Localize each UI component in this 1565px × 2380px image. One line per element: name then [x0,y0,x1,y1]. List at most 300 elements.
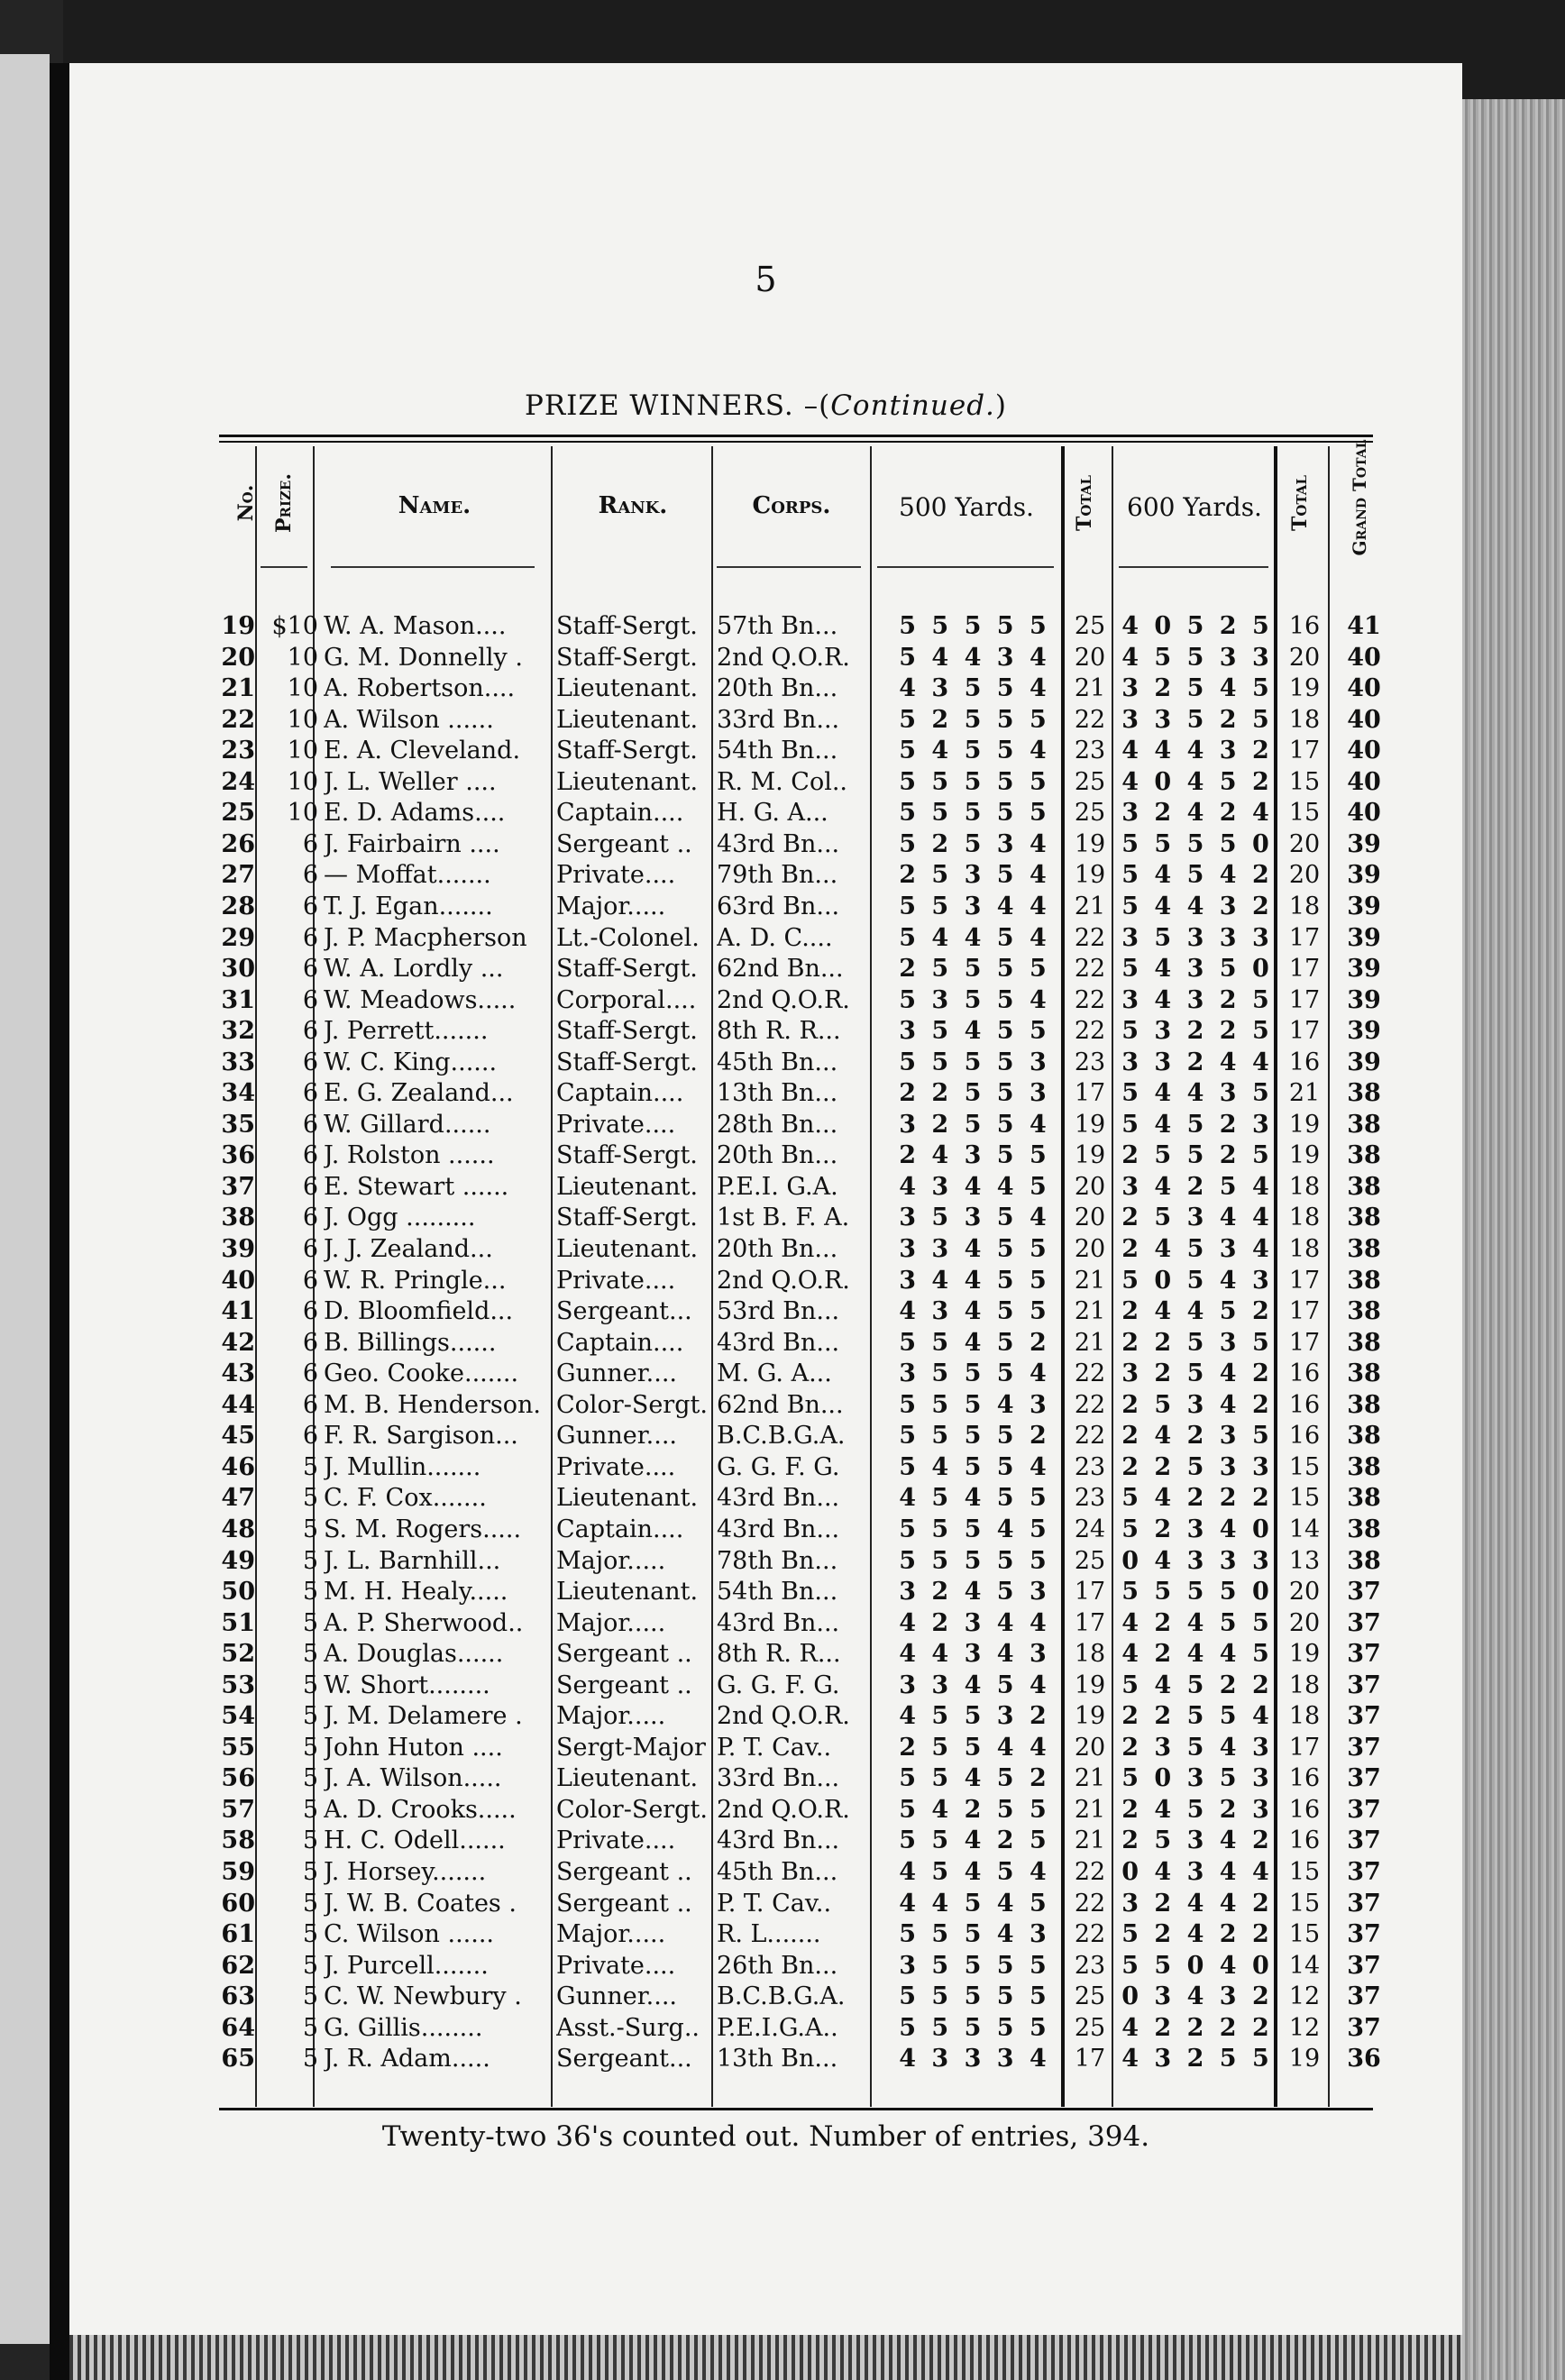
row-number: 62 [221,1951,255,1980]
row-number: 28 [221,892,255,920]
row-scores-500: 2 5 5 4 4 [899,1733,1050,1762]
row-prize: 6 [302,1266,318,1295]
table-row [69,1733,1462,1763]
row-prize: 6 [302,955,318,984]
row-corps: 26th Bn... [717,1951,838,1980]
row-rank: Private.... [556,1110,676,1139]
row-total-600: 18 [1288,892,1321,920]
row-name: E. Stewart ...... [324,1172,509,1201]
row-corps: 62nd Bn... [717,955,844,984]
row-scores-500: 3 5 3 5 4 [899,1204,1050,1232]
row-scores-600: 2 2 5 3 3 [1121,1452,1273,1481]
row-corps: 28th Bn... [717,1110,838,1139]
row-name: W. Short........ [324,1671,490,1699]
row-corps: 43rd Bn... [717,1515,840,1543]
row-scores-600: 5 0 5 4 3 [1121,1266,1273,1295]
row-number: 45 [221,1422,255,1451]
header-underline-600 [1119,566,1268,568]
row-name: J. Rolston ...... [324,1141,495,1170]
row-prize: 6 [302,1079,318,1108]
row-grand-total: 40 [1347,643,1381,672]
row-total-500: 17 [1074,2045,1106,2073]
row-name: D. Bloomfield... [324,1297,514,1326]
table-row [69,1826,1462,1856]
row-grand-total: 39 [1347,861,1381,890]
row-number: 25 [221,799,255,828]
table-row [69,1546,1462,1577]
row-name: C. Wilson ...... [324,1920,494,1949]
row-total-600: 20 [1288,1578,1321,1606]
row-prize: 5 [302,1608,318,1637]
header-no: No. [234,484,258,522]
row-name: J. W. B. Coates . [324,1889,517,1918]
row-scores-500: 5 5 5 4 3 [899,1920,1050,1949]
row-number: 35 [221,1110,255,1139]
row-total-600: 18 [1288,1702,1321,1731]
header-corps: Corps. [752,492,831,519]
row-scores-500: 4 2 3 4 4 [899,1608,1050,1637]
row-grand-total: 37 [1347,1702,1381,1731]
header-underline-prize [261,566,307,568]
row-number: 36 [221,1141,255,1170]
row-total-500: 25 [1074,767,1106,796]
row-prize: 5 [302,1733,318,1762]
row-name: J. L. Weller .... [324,767,497,796]
row-total-600: 16 [1288,1826,1321,1855]
row-corps: R. M. Col.. [717,767,848,796]
table-row [69,1951,1462,1982]
row-number: 23 [221,737,255,765]
row-total-600: 16 [1288,1390,1321,1419]
row-scores-600: 3 2 5 4 2 [1121,1359,1273,1388]
row-scores-500: 4 3 5 5 4 [899,674,1050,703]
row-rank: Captain.... [556,1328,684,1357]
row-prize: 5 [302,1764,318,1793]
row-rank: Captain.... [556,799,684,828]
row-grand-total: 37 [1347,1889,1381,1918]
row-rank: Sergeant .. [556,829,692,858]
row-scores-600: 4 2 4 5 5 [1121,1608,1273,1637]
row-scores-500: 5 5 5 4 5 [899,1515,1050,1543]
row-grand-total: 39 [1347,1048,1381,1076]
row-scores-500: 4 4 3 4 3 [899,1640,1050,1669]
row-total-500: 25 [1074,1982,1106,2011]
row-total-600: 19 [1288,1110,1321,1139]
row-corps: 20th Bn... [717,674,838,703]
row-corps: 8th R. R... [717,1640,841,1669]
row-prize: 5 [302,1515,318,1543]
row-corps: 45th Bn... [717,1048,838,1076]
row-total-600: 16 [1288,1359,1321,1388]
row-prize: 6 [302,1110,318,1139]
row-total-600: 12 [1288,1982,1321,2011]
row-name: S. M. Rogers..... [324,1515,522,1543]
row-grand-total: 38 [1347,1359,1381,1388]
row-number: 53 [221,1671,255,1699]
row-scores-600: 4 2 2 2 2 [1121,2013,1273,2042]
table-row [69,892,1462,922]
row-corps: 78th Bn... [717,1546,838,1575]
row-grand-total: 40 [1347,799,1381,828]
row-grand-total: 37 [1347,1640,1381,1669]
row-rank: Lt.-Colonel. [556,923,700,952]
row-rank: Sergeant .. [556,1889,692,1918]
header-rule [219,435,1373,443]
header-grand-total: Grand Total [1349,439,1370,556]
row-rank: Major..... [556,1608,666,1637]
row-number: 51 [221,1608,255,1637]
row-scores-600: 3 3 2 4 4 [1121,1048,1273,1076]
row-total-500: 23 [1074,737,1106,765]
row-number: 61 [221,1920,255,1949]
row-total-500: 21 [1074,892,1106,920]
row-corps: 1st B. F. A. [717,1204,850,1232]
row-prize: 6 [302,1235,318,1263]
row-total-500: 21 [1074,1297,1106,1326]
row-scores-600: 2 5 3 4 2 [1121,1390,1273,1419]
row-grand-total: 37 [1347,1795,1381,1824]
row-corps: 33rd Bn... [717,705,840,734]
row-total-500: 21 [1074,1764,1106,1793]
header-underline-corps [717,566,861,568]
table-row [69,1671,1462,1701]
row-corps: 13th Bn... [717,2045,838,2073]
table-row [69,1140,1462,1171]
table-row [69,643,1462,673]
row-corps: 43rd Bn... [717,1484,840,1513]
row-scores-600: 5 2 3 4 0 [1121,1515,1273,1543]
row-grand-total: 38 [1347,1546,1381,1575]
row-total-600: 15 [1288,767,1321,796]
row-name: J. Purcell....... [324,1951,489,1980]
row-prize: 6 [302,1297,318,1326]
row-corps: P.E.I. G.A. [717,1172,838,1201]
row-scores-500: 4 5 4 5 5 [899,1484,1050,1513]
row-scores-600: 4 5 5 3 3 [1121,643,1273,672]
row-scores-500: 4 5 4 5 4 [899,1858,1050,1886]
row-total-600: 16 [1288,1764,1321,1793]
row-number: 21 [221,674,255,703]
row-scores-600: 5 2 4 2 2 [1121,1920,1273,1949]
row-total-600: 15 [1288,1889,1321,1918]
row-total-600: 19 [1288,674,1321,703]
row-total-500: 22 [1074,1017,1106,1046]
row-grand-total: 37 [1347,1920,1381,1949]
row-scores-500: 5 5 4 5 2 [899,1764,1050,1793]
row-scores-500: 4 4 5 4 5 [899,1889,1050,1918]
header-600-yards: 600 Yards. [1127,492,1262,522]
row-total-600: 19 [1288,1640,1321,1669]
row-corps: 20th Bn... [717,1235,838,1263]
row-prize: 5 [302,1578,318,1606]
row-name: W. Meadows..... [324,985,517,1014]
row-rank: Sergeant .. [556,1858,692,1886]
row-rank: Major..... [556,1702,666,1731]
row-name: Geo. Cooke....... [324,1359,519,1388]
header-rank: Rank. [598,492,668,519]
row-total-600: 20 [1288,1608,1321,1637]
row-name: J. J. Zealand... [324,1235,493,1263]
row-prize: 6 [302,1017,318,1046]
row-number: 39 [221,1235,255,1263]
row-scores-500: 2 2 5 5 3 [899,1079,1050,1108]
row-total-500: 22 [1074,1359,1106,1388]
row-scores-500: 5 4 5 5 4 [899,1452,1050,1481]
row-number: 38 [221,1204,255,1232]
scan-bottom-edge [69,2335,1462,2380]
document-page [69,63,1462,2380]
header-500-yards: 500 Yards. [899,492,1034,522]
row-scores-600: 2 5 3 4 4 [1121,1204,1273,1232]
table-row [69,798,1462,828]
row-name: E. A. Cleveland. [324,737,521,765]
row-grand-total: 38 [1347,1172,1381,1201]
row-rank: Gunner.... [556,1982,677,2011]
row-rank: Corporal.... [556,985,697,1014]
row-total-500: 25 [1074,2013,1106,2042]
table-row [69,1203,1462,1233]
row-rank: Staff-Sergt. [556,737,698,765]
row-total-500: 19 [1074,1702,1106,1731]
table-row [69,1577,1462,1607]
row-prize: $10 [271,612,318,640]
row-number: 48 [221,1515,255,1543]
row-number: 40 [221,1266,255,1295]
row-prize: 6 [302,1359,318,1388]
row-grand-total: 40 [1347,737,1381,765]
row-number: 20 [221,643,255,672]
row-scores-600: 4 2 4 4 5 [1121,1640,1273,1669]
row-total-500: 20 [1074,1235,1106,1263]
row-name: John Huton .... [324,1733,503,1762]
row-total-600: 17 [1288,985,1321,1014]
row-scores-600: 0 3 4 3 2 [1121,1982,1273,2011]
row-name: H. C. Odell...... [324,1826,506,1855]
row-grand-total: 38 [1347,1204,1381,1232]
row-grand-total: 37 [1347,1951,1381,1980]
row-name: M. H. Healy..... [324,1578,508,1606]
row-corps: 20th Bn... [717,1141,838,1170]
row-name: F. R. Sargison... [324,1422,518,1451]
row-scores-500: 4 5 5 3 2 [899,1702,1050,1731]
row-scores-500: 5 3 5 5 4 [899,985,1050,1014]
row-scores-500: 3 5 5 5 5 [899,1951,1050,1980]
row-scores-500: 4 3 4 4 5 [899,1172,1050,1201]
row-total-600: 18 [1288,705,1321,734]
row-corps: 43rd Bn... [717,829,840,858]
row-scores-500: 5 5 5 5 5 [899,2013,1050,2042]
row-total-600: 17 [1288,737,1321,765]
row-total-500: 19 [1074,1141,1106,1170]
row-corps: 43rd Bn... [717,1826,840,1855]
row-total-600: 20 [1288,861,1321,890]
row-rank: Color-Sergt. [556,1795,708,1824]
table-row [69,673,1462,704]
row-total-500: 22 [1074,923,1106,952]
row-rank: Color-Sergt. [556,1390,708,1419]
table-row [69,985,1462,1016]
row-rank: Staff-Sergt. [556,643,698,672]
row-corps: B.C.B.G.A. [717,1422,846,1451]
row-total-600: 17 [1288,923,1321,952]
row-rank: Major..... [556,892,666,920]
row-corps: B.C.B.G.A. [717,1982,846,2011]
row-corps: 62nd Bn... [717,1390,844,1419]
row-prize: 10 [287,799,318,828]
row-name: J. Fairbairn .... [324,829,500,858]
row-prize: 6 [302,829,318,858]
row-rank: Sergeant... [556,2045,692,2073]
title-main: PRIZE WINNERS. –( [524,389,831,422]
row-corps: 53rd Bn... [717,1297,840,1326]
row-rank: Sergeant .. [556,1640,692,1669]
row-prize: 5 [302,1484,318,1513]
row-scores-500: 3 2 5 5 4 [899,1110,1050,1139]
row-scores-600: 2 2 5 5 4 [1121,1702,1273,1731]
row-rank: Sergeant... [556,1297,692,1326]
table-row [69,705,1462,736]
row-rank: Sergt-Major [556,1733,706,1762]
row-name: J. Perrett....... [324,1017,489,1046]
row-scores-500: 3 4 4 5 5 [899,1266,1050,1295]
row-scores-500: 3 2 4 5 3 [899,1578,1050,1606]
row-scores-600: 5 0 3 5 3 [1121,1764,1273,1793]
row-total-500: 22 [1074,1422,1106,1451]
row-scores-600: 5 4 5 2 3 [1121,1110,1273,1139]
row-rank: Lieutenant. [556,1484,699,1513]
row-corps: 13th Bn... [717,1079,838,1108]
row-scores-600: 3 2 5 4 5 [1121,674,1273,703]
table-row [69,860,1462,891]
row-rank: Lieutenant. [556,1764,699,1793]
row-scores-600: 0 4 3 4 4 [1121,1858,1273,1886]
row-corps: 2nd Q.O.R. [717,1702,850,1731]
row-corps: 54th Bn... [717,1578,838,1606]
row-number: 41 [221,1297,255,1326]
page-number: 5 [755,260,777,299]
row-scores-600: 2 5 5 2 5 [1121,1141,1273,1170]
row-name: — Moffat....... [324,861,491,890]
row-prize: 10 [287,737,318,765]
row-prize: 6 [302,923,318,952]
row-name: E. G. Zealand... [324,1079,514,1108]
table-row [69,923,1462,954]
row-total-500: 23 [1074,1452,1106,1481]
row-scores-600: 4 4 4 3 2 [1121,737,1273,765]
row-scores-600: 5 4 5 4 2 [1121,861,1273,890]
row-rank: Private.... [556,1951,676,1980]
row-number: 49 [221,1546,255,1575]
row-total-600: 19 [1288,2045,1321,2073]
row-number: 26 [221,829,255,858]
row-total-600: 18 [1288,1172,1321,1201]
row-rank: Gunner.... [556,1422,677,1451]
row-corps: 63rd Bn... [717,892,840,920]
row-corps: G. G. F. G. [717,1671,840,1699]
row-total-500: 25 [1074,1546,1106,1575]
row-scores-600: 4 3 2 5 5 [1121,2045,1273,2073]
row-scores-600: 5 5 5 5 0 [1121,829,1273,858]
row-corps: P. T. Cav.. [717,1733,832,1762]
row-name: A. Wilson ...... [324,705,494,734]
row-total-500: 20 [1074,643,1106,672]
row-name: C. W. Newbury . [324,1982,522,2011]
row-prize: 6 [302,1390,318,1419]
row-grand-total: 37 [1347,1858,1381,1886]
row-scores-500: 5 5 5 4 3 [899,1390,1050,1419]
row-prize: 5 [302,1951,318,1980]
row-corps: R. L....... [717,1920,821,1949]
row-total-500: 20 [1074,1204,1106,1232]
row-number: 65 [221,2045,255,2073]
row-corps: P. T. Cav.. [717,1889,832,1918]
row-scores-600: 0 4 3 3 3 [1121,1546,1273,1575]
row-total-600: 15 [1288,1452,1321,1481]
row-name: J. A. Wilson..... [324,1764,502,1793]
row-scores-500: 5 5 5 5 5 [899,799,1050,828]
table-row [69,767,1462,798]
row-grand-total: 38 [1347,1235,1381,1263]
row-total-600: 18 [1288,1235,1321,1263]
row-corps: 54th Bn... [717,737,838,765]
page-edges [1462,99,1565,2380]
row-grand-total: 38 [1347,1110,1381,1139]
row-total-500: 22 [1074,1858,1106,1886]
row-name: A. Robertson.... [324,674,516,703]
header-underline-500 [877,566,1054,568]
table-row [69,1795,1462,1826]
row-grand-total: 37 [1347,1671,1381,1699]
table-row [69,1078,1462,1109]
row-corps: 2nd Q.O.R. [717,985,850,1014]
row-name: W. C. King...... [324,1048,498,1076]
row-prize: 5 [302,1546,318,1575]
header-total-500: Total [1073,475,1096,531]
table-row [69,1110,1462,1140]
row-name: W. A. Lordly ... [324,955,504,984]
table-row [69,1296,1462,1327]
row-scores-600: 2 3 5 4 3 [1121,1733,1273,1762]
row-total-600: 17 [1288,1297,1321,1326]
row-scores-500: 4 3 3 3 4 [899,2045,1050,2073]
table-row [69,1421,1462,1451]
row-total-600: 15 [1288,1484,1321,1513]
row-prize: 6 [302,892,318,920]
row-name: W. R. Pringle... [324,1266,507,1295]
row-scores-600: 3 4 2 5 4 [1121,1172,1273,1201]
table-row [69,1982,1462,2012]
row-total-500: 23 [1074,1484,1106,1513]
row-total-600: 17 [1288,1328,1321,1357]
row-number: 22 [221,705,255,734]
row-scores-600: 5 4 3 5 0 [1121,955,1273,984]
row-name: G. Gillis........ [324,2013,483,2042]
row-prize: 10 [287,767,318,796]
row-rank: Lieutenant. [556,1172,699,1201]
row-scores-600: 2 2 5 3 5 [1121,1328,1273,1357]
row-scores-500: 5 5 5 5 5 [899,1982,1050,2011]
row-prize: 5 [302,1889,318,1918]
row-corps: 57th Bn... [717,612,838,640]
row-total-600: 20 [1288,643,1321,672]
row-number: 32 [221,1017,255,1046]
table-row [69,1919,1462,1950]
row-total-500: 22 [1074,705,1106,734]
row-scores-600: 2 5 3 4 2 [1121,1826,1273,1855]
row-grand-total: 38 [1347,1141,1381,1170]
row-grand-total: 39 [1347,1017,1381,1046]
row-number: 19 [221,612,255,640]
